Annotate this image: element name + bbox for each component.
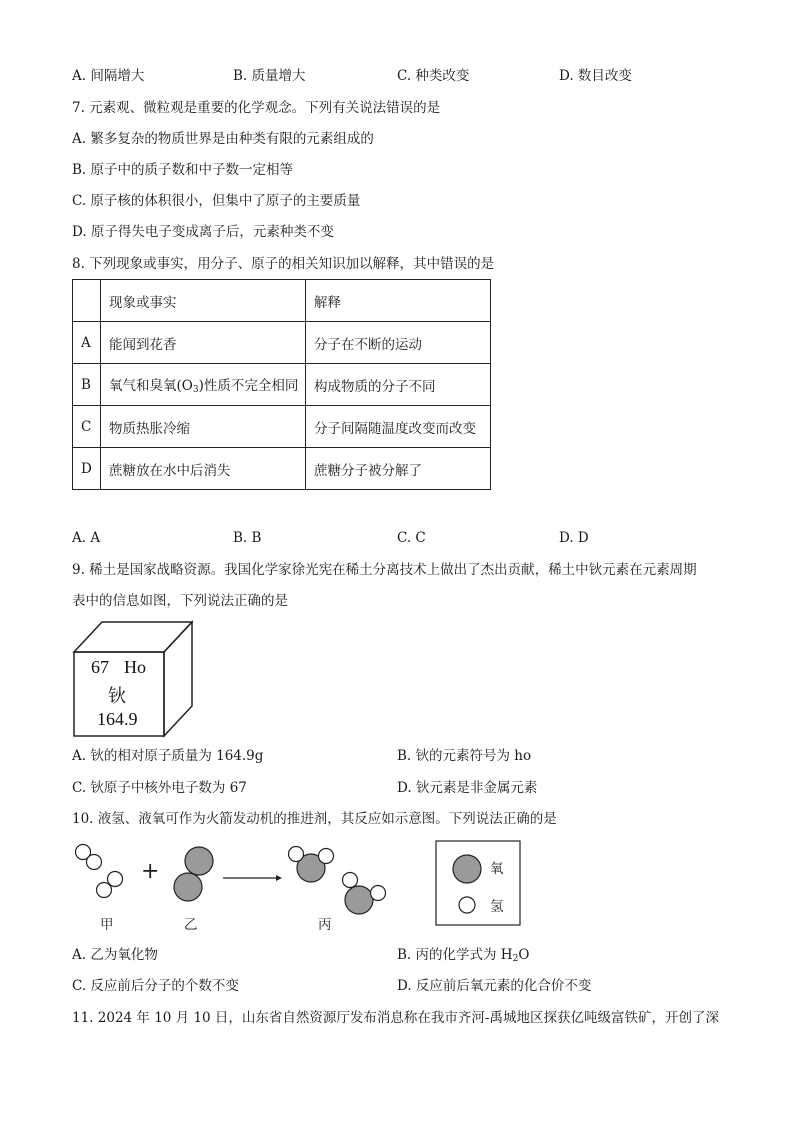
table-cell: D <box>73 448 101 490</box>
subscript: 2 <box>512 954 519 964</box>
table-row <box>73 406 491 448</box>
q11-stem: 11. 2024 年 10 月 10 日，山东省自然资源厅发布消息称在我市齐河-禹城地区探获亿吨级富铁矿，开创了深 <box>72 1010 719 1026</box>
q6-option-d: D. 数目改变 <box>559 68 632 84</box>
hydrogen-atom-icon <box>343 873 358 888</box>
table-cell <box>101 364 306 406</box>
element-symbol: Ho <box>124 657 146 677</box>
q10-option-d: D. 反应前后氧元素的化合价不变 <box>397 978 592 994</box>
table-header-cell: 解释 <box>306 280 491 322</box>
legend-hydrogen-label: 氢 <box>490 899 504 915</box>
oxygen-atom-icon <box>174 873 202 901</box>
table-row <box>73 280 491 322</box>
hydrogen-atom-icon <box>289 847 304 862</box>
table-row <box>73 322 491 364</box>
hydrogen-atom-icon <box>108 872 123 887</box>
table-cell: 蔗糖放在水中后消失 <box>101 448 306 490</box>
q10-stem: 10. 液氢、液氧可作为火箭发动机的推进剂，其反应如示意图。下列说法正确的是 <box>72 811 557 827</box>
table-cell: B <box>73 364 101 406</box>
option-text: B. 丙的化学式为 H <box>397 947 513 963</box>
table-cell: 能闻到花香 <box>101 322 306 364</box>
table-cell: C <box>73 406 101 448</box>
q7-option-a: A. 繁多复杂的物质世界是由种类有限的元素组成的 <box>72 131 374 147</box>
hydrogen-atom-icon <box>371 886 386 901</box>
q8-table <box>72 279 491 490</box>
q9-option-c: C. 钬原子中核外电子数为 67 <box>72 780 247 796</box>
q7-option-d: D. 原子得失电子变成离子后，元素种类不变 <box>72 224 334 240</box>
q9-option-d: D. 钬元素是非金属元素 <box>397 780 538 796</box>
reaction-svg <box>70 838 530 936</box>
hydrogen-atom-icon <box>319 849 334 864</box>
option-text: O <box>518 947 530 963</box>
label-yi: 乙 <box>184 917 198 933</box>
table-cell: 蔗糖分子被分解了 <box>306 448 491 490</box>
oxygen-atom-icon <box>345 886 373 914</box>
table-header-cell: 现象或事实 <box>101 280 306 322</box>
table-header-cell <box>73 280 101 322</box>
q9-option-a: A. 钬的相对原子质量为 164.9g <box>72 748 264 764</box>
arrow-head-icon <box>276 875 282 881</box>
element-name: 钬 <box>108 686 126 706</box>
table-cell: 物质热胀冷缩 <box>101 406 306 448</box>
legend-oxygen-label: 氧 <box>490 861 504 877</box>
oxygen-legend-icon <box>453 855 481 883</box>
q6-option-c: C. 种类改变 <box>397 68 470 84</box>
q10-option-b <box>397 945 529 969</box>
oxygen-atom-icon <box>185 847 213 875</box>
reaction-diagram <box>70 838 530 936</box>
element-mass: 164.9 <box>97 709 138 729</box>
q7-option-b: B. 原子中的质子数和中子数一定相等 <box>72 162 294 178</box>
q9-option-b: B. 钬的元素符号为 ho <box>397 748 532 764</box>
fact-text: 氧气和臭氧(O <box>109 378 193 394</box>
hydrogen-atom-icon <box>87 855 102 870</box>
subscript: 3 <box>192 385 199 395</box>
q6-option-a: A. 间隔增大 <box>72 68 145 84</box>
q9-stem-line1: 9. 稀土是国家战略资源。我国化学家徐光宪在稀土分离技术上做出了杰出贡献，稀土中钬元素在元素周期 <box>72 562 697 578</box>
element-cube <box>72 620 196 738</box>
table-cell: 构成物质的分子不同 <box>306 364 491 406</box>
table-row <box>73 448 491 490</box>
fact-text: )性质不完全相同 <box>198 378 299 394</box>
label-bing: 丙 <box>318 917 332 933</box>
plus-sign: + <box>141 859 160 884</box>
hydrogen-atom-icon <box>97 883 112 898</box>
q8-option-b: B. B <box>233 530 262 546</box>
table-cell: 分子在不断的运动 <box>306 322 491 364</box>
legend-box <box>436 841 520 925</box>
q6-option-b: B. 质量增大 <box>233 68 306 84</box>
table-cell: A <box>73 322 101 364</box>
q7-option-c: C. 原子核的体积很小，但集中了原子的主要质量 <box>72 193 361 209</box>
q9-stem-line2: 表中的信息如图，下列说法正确的是 <box>72 593 288 609</box>
hydrogen-legend-icon <box>459 897 475 913</box>
element-number: 67 <box>91 657 109 677</box>
q10-option-c: C. 反应前后分子的个数不变 <box>72 978 239 994</box>
table-row <box>73 364 491 406</box>
q8-option-c: C. C <box>397 530 426 546</box>
q8-option-d: D. D <box>559 530 589 546</box>
q7-stem: 7. 元素观、微粒观是重要的化学观念。下列有关说法错误的是 <box>72 100 441 116</box>
q8-stem: 8. 下列现象或事实，用分子、原子的相关知识加以解释，其中错误的是 <box>72 256 495 272</box>
q10-option-a: A. 乙为氧化物 <box>72 947 158 963</box>
label-jia: 甲 <box>100 917 114 933</box>
table-cell: 分子间隔随温度改变而改变 <box>306 406 491 448</box>
q8-option-a: A. A <box>72 530 101 546</box>
